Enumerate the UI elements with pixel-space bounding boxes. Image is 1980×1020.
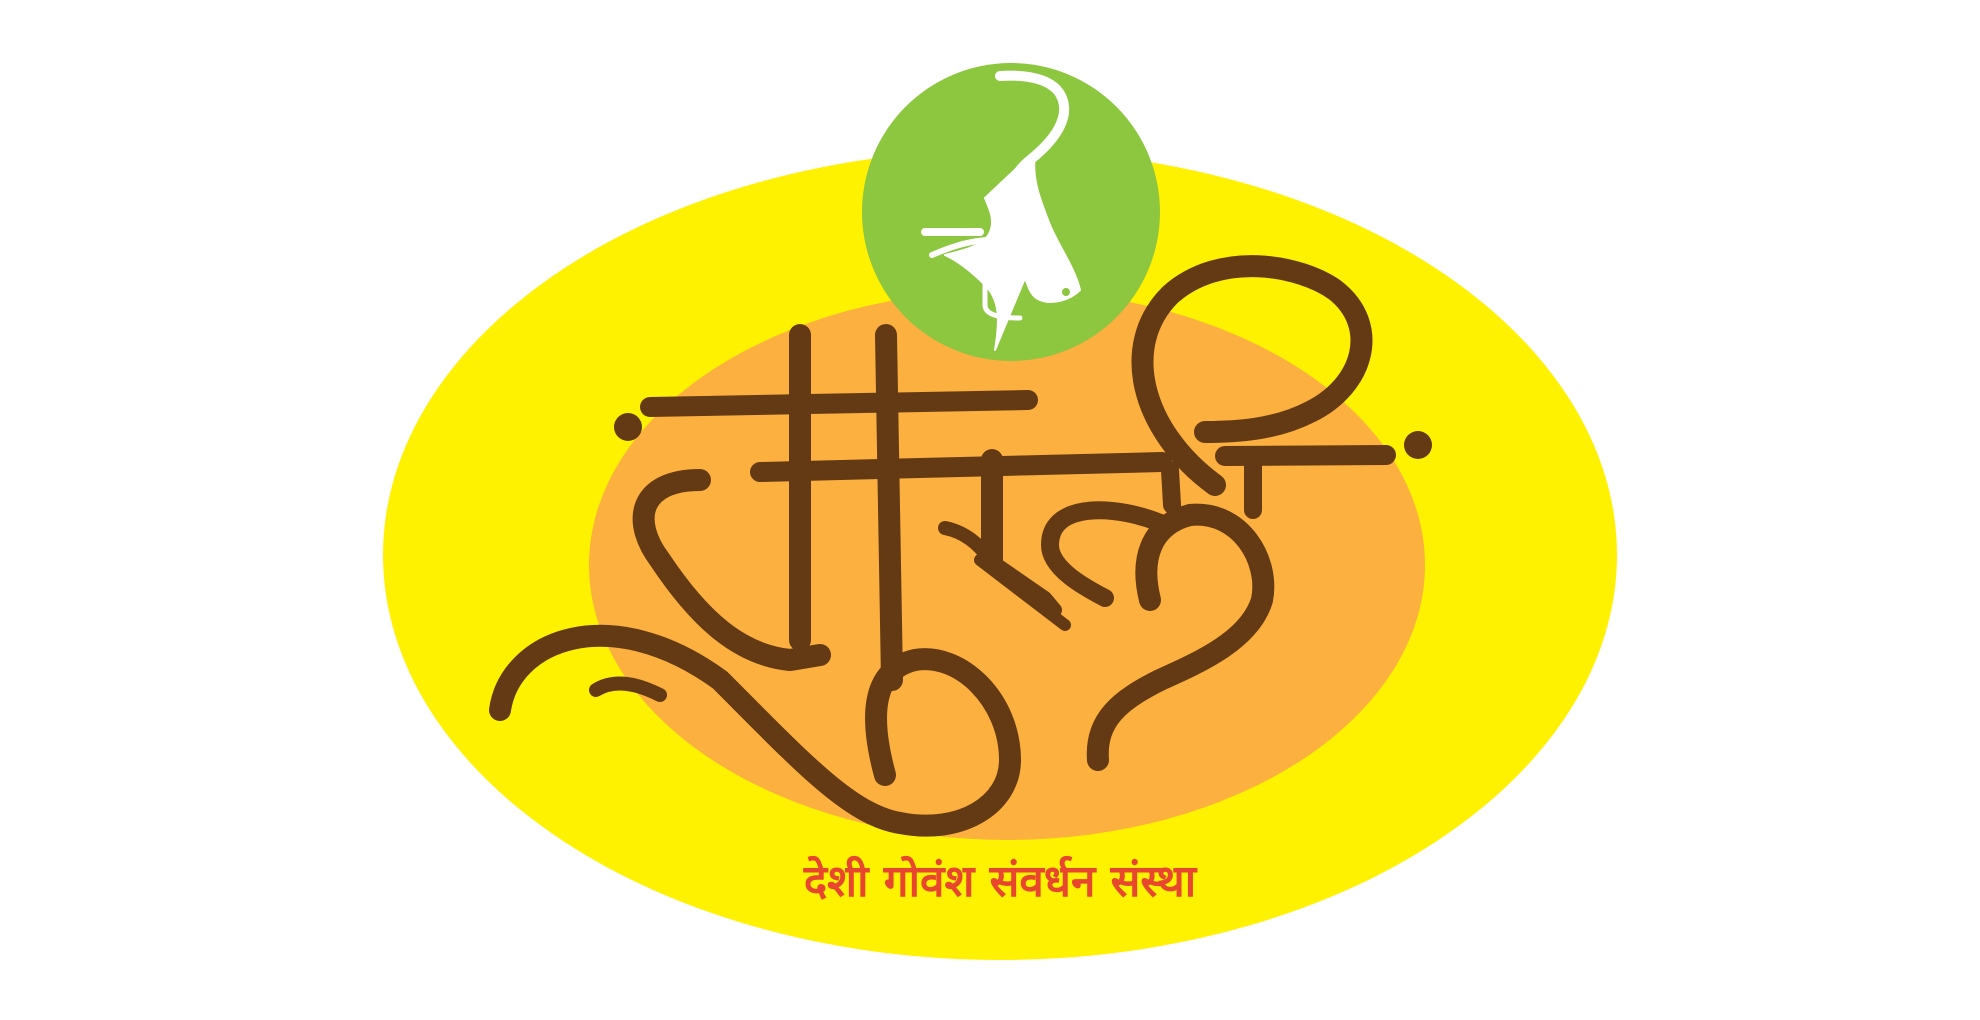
- brand-wordmark: गौसंतति: [985, 552, 1015, 563]
- tagline: देशी गोवंश संवर्धन संस्था: [803, 856, 1197, 907]
- emblem: [862, 63, 1160, 361]
